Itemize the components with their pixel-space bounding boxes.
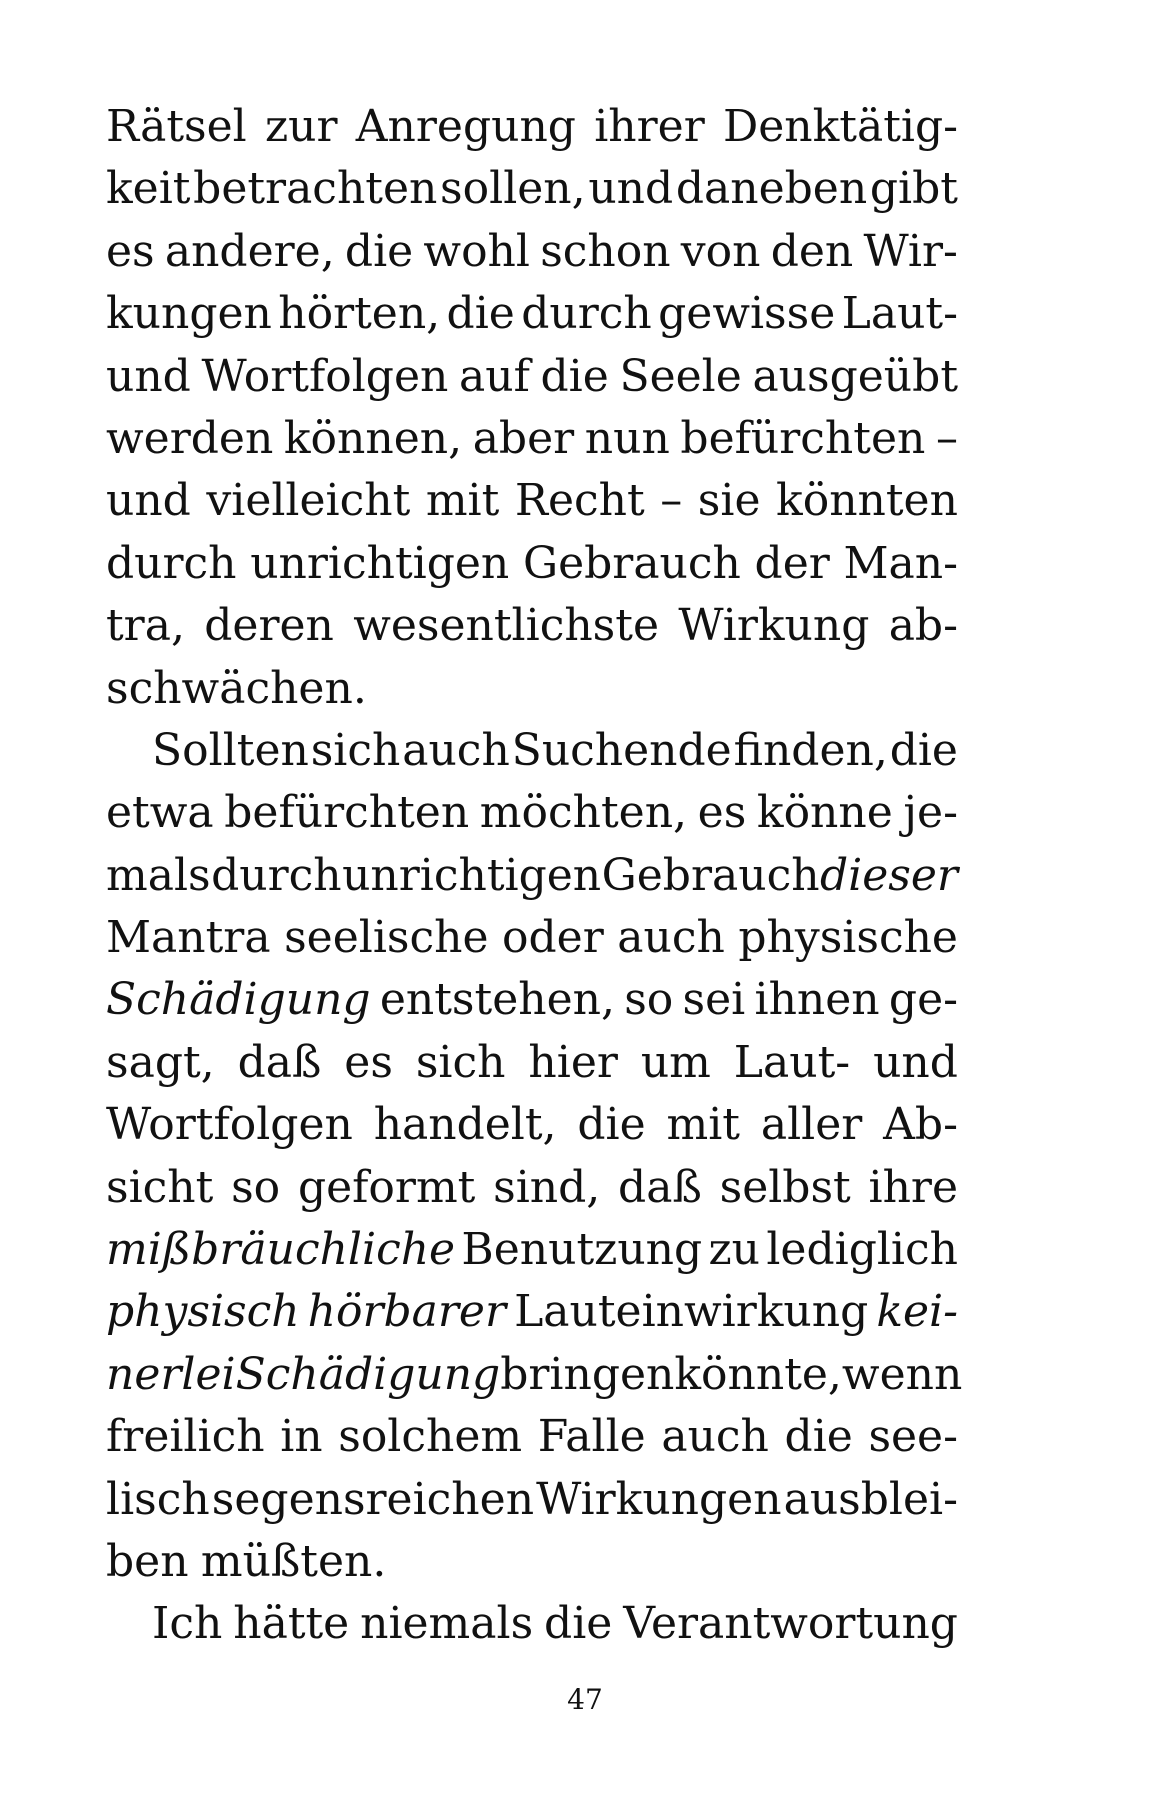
word: daß: [618, 1161, 702, 1213]
word: bringen: [500, 1348, 675, 1400]
word: Seele: [619, 350, 742, 402]
word: zur: [264, 101, 338, 152]
word: ge-: [888, 974, 958, 1026]
word: lediglich: [766, 1224, 958, 1276]
word: von: [680, 225, 761, 277]
word: Wortfolgen: [106, 1099, 353, 1151]
word: und: [873, 1036, 958, 1088]
italic-word: mißbräuchliche: [106, 1224, 456, 1276]
word: so: [231, 1161, 281, 1213]
word: sei: [682, 974, 746, 1026]
word: Man-: [843, 537, 958, 589]
text-line: [106, 969, 958, 1031]
word: Benutzung: [461, 1224, 703, 1276]
word: könnten: [776, 475, 958, 527]
word: mit: [666, 1099, 740, 1151]
body-text: [106, 96, 963, 1656]
word: deren: [204, 600, 334, 652]
word: können,: [283, 412, 463, 464]
text-line: [106, 1344, 963, 1406]
word: den: [770, 225, 854, 277]
word: Recht: [514, 475, 645, 527]
text-line: [106, 96, 958, 158]
word: nun: [584, 412, 670, 464]
text-line: [106, 1469, 958, 1531]
word: und: [588, 163, 674, 215]
text-line: [106, 658, 958, 720]
word: durch: [211, 849, 342, 901]
word: ihnen: [754, 974, 880, 1026]
word: andere,: [164, 225, 335, 277]
word: sicht: [106, 1161, 214, 1213]
word: werden: [106, 412, 274, 464]
word: Anregung: [355, 101, 576, 152]
italic-word: Schädigung: [106, 974, 371, 1026]
word: es: [344, 1036, 393, 1088]
word: sich: [415, 1036, 506, 1088]
word: etwa: [106, 787, 214, 839]
word: Ich: [152, 1598, 223, 1650]
word: kungen: [106, 288, 272, 340]
word: Falle: [537, 1411, 646, 1463]
word: see-: [868, 1411, 958, 1463]
word: um: [640, 1036, 711, 1088]
word: betrachten: [193, 163, 438, 215]
word: Sollten: [152, 724, 309, 776]
word: selbst: [719, 1161, 851, 1213]
word: sind,: [493, 1161, 601, 1213]
text-line: [106, 1406, 958, 1468]
italic-word: nerlei: [106, 1348, 236, 1400]
word: durch: [106, 537, 237, 589]
word: physische: [738, 912, 958, 964]
word: auch: [617, 912, 725, 964]
word: vielleicht: [206, 475, 411, 527]
word: Wirkungen: [536, 1473, 782, 1525]
word: wohl: [423, 225, 530, 277]
word: könnte,: [674, 1348, 842, 1400]
word: durch: [521, 288, 652, 340]
word: sagt,: [106, 1036, 215, 1088]
italic-word: physisch: [106, 1286, 300, 1338]
text-line: [106, 1094, 958, 1156]
word: und: [106, 475, 191, 527]
text-line: [106, 1593, 958, 1655]
italic-word: dieser: [820, 849, 958, 901]
word: hörten,: [278, 288, 441, 340]
text-line: [106, 533, 958, 595]
word: es: [697, 787, 747, 839]
word: die: [889, 724, 958, 776]
word: Denktätig-: [722, 101, 958, 152]
word: je-: [903, 787, 958, 839]
text-line: [106, 1281, 958, 1343]
word: geformt: [297, 1161, 476, 1213]
word: ihrer: [594, 101, 705, 152]
word: segensreichen: [211, 1473, 535, 1525]
word: wenn: [841, 1348, 963, 1400]
word: entstehen,: [379, 974, 615, 1026]
word: ausblei-: [783, 1473, 958, 1525]
word: es: [106, 225, 155, 277]
text-line: [106, 1157, 958, 1219]
word: Laut-: [733, 1036, 851, 1088]
word: Ab-: [883, 1099, 958, 1151]
text-line: [106, 720, 958, 782]
word: sie: [697, 475, 761, 527]
word: hier: [528, 1036, 618, 1088]
word: unrichtigen: [342, 849, 602, 901]
word: auch: [661, 1411, 769, 1463]
word: die: [544, 1598, 613, 1650]
word: die: [784, 1411, 853, 1463]
word: schon: [540, 225, 671, 277]
word: wesentlichste: [353, 600, 659, 652]
word: die: [540, 350, 609, 402]
word: oder: [502, 912, 604, 964]
word: könne: [756, 787, 893, 839]
italic-word: hörbarer: [307, 1286, 507, 1338]
text-line: [106, 1531, 958, 1593]
word: niemals: [360, 1598, 534, 1650]
word: mit: [425, 475, 500, 527]
text-line: [106, 408, 958, 470]
word: –: [935, 412, 958, 464]
word: der: [754, 537, 830, 589]
word: Mantra: [106, 912, 271, 964]
word: finden,: [733, 724, 888, 776]
text-line: [106, 845, 958, 907]
word: befürchten: [224, 787, 470, 839]
word: in: [280, 1411, 323, 1463]
page-number: 47: [567, 1683, 603, 1716]
word: Gebrauch: [601, 849, 820, 901]
word: handelt,: [373, 1099, 557, 1151]
word: aller: [760, 1099, 863, 1151]
word: gewisse: [658, 288, 836, 340]
word: Wortfolgen: [201, 350, 449, 402]
word: lisch: [106, 1473, 210, 1525]
word: ab-: [888, 600, 958, 652]
word: daß: [237, 1036, 322, 1088]
text-line: [106, 346, 958, 408]
word: sich: [310, 724, 401, 776]
text-line: [106, 1032, 958, 1094]
text-line: [106, 1219, 958, 1281]
word: und: [106, 350, 191, 402]
word: ausgeübt: [752, 350, 958, 402]
word: sollen,: [440, 163, 586, 215]
word: Gebrauch: [522, 537, 741, 589]
word: möchten,: [479, 787, 688, 839]
word: auf: [459, 350, 530, 402]
word: Lauteinwirkung: [514, 1286, 869, 1338]
word: solchem: [338, 1411, 523, 1463]
text-line: [106, 283, 958, 345]
word: die: [577, 1099, 646, 1151]
italic-word: kei-: [876, 1286, 958, 1338]
word: befürchten: [680, 412, 926, 464]
word: aber: [472, 412, 575, 464]
word: keit: [106, 163, 191, 215]
word: die: [446, 288, 515, 340]
italic-word: Schädigung: [235, 1348, 501, 1400]
word: daneben: [675, 163, 868, 215]
word: gibt: [869, 163, 958, 215]
word: müßten.: [200, 1535, 387, 1587]
text-line: [106, 158, 958, 220]
word: so: [624, 974, 674, 1026]
word: Wirkung: [678, 600, 870, 652]
text-line: [106, 907, 958, 969]
word: Rätsel: [106, 101, 247, 152]
word: –: [660, 475, 683, 527]
word: Suchende: [511, 724, 732, 776]
word: Laut-: [841, 288, 958, 340]
word: schwächen.: [106, 662, 367, 714]
word: auch: [402, 724, 510, 776]
word: hätte: [233, 1598, 350, 1650]
word: freilich: [106, 1411, 265, 1463]
text-line: [106, 595, 958, 657]
word: tra,: [106, 600, 185, 652]
word: ben: [106, 1535, 189, 1587]
word: seelische: [284, 912, 489, 964]
word: zu: [708, 1224, 761, 1276]
word: mals: [106, 849, 211, 901]
text-line: [106, 782, 958, 844]
word: unrichtigen: [250, 537, 510, 589]
word: die: [344, 225, 414, 277]
word: Verantwortung: [623, 1598, 958, 1650]
text-line: [106, 470, 958, 532]
text-line: [106, 221, 958, 283]
word: Wir-: [863, 225, 958, 277]
word: ihre: [868, 1161, 958, 1213]
